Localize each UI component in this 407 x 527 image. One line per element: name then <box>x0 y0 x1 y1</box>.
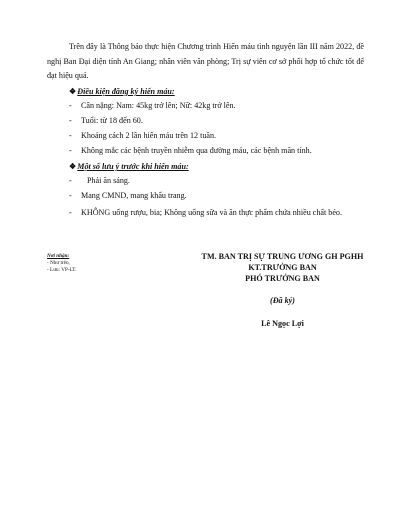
dash-marker: - <box>69 191 72 200</box>
recipient-item: - Như trên, <box>47 259 70 266</box>
notes-heading <box>69 161 189 171</box>
list-item <box>69 176 130 185</box>
signature-deputy: KT.TRƯỞNG BAN <box>248 263 317 272</box>
recipients-title: Nơi nhận: <box>47 253 70 259</box>
signer-name: Lê Ngọc Lợi <box>261 319 304 328</box>
notes-title: Một số lưu ý trước khi hiến máu: <box>77 162 189 171</box>
conditions-heading <box>69 86 175 96</box>
note-id-mask: Mang CMND, mang khẩu trang. <box>81 191 187 200</box>
list-item <box>69 191 187 200</box>
condition-weight: Cân nặng: Nam: 45kg trở lên; Nữ: 42kg trở lên. <box>81 101 236 110</box>
dash-marker: - <box>69 208 72 217</box>
dash-marker: - <box>69 131 72 140</box>
list-item <box>69 116 143 125</box>
dash-marker: - <box>69 146 72 155</box>
dash-marker: - <box>69 176 72 185</box>
conditions-title: Điều kiện đăng ký hiến máu: <box>77 87 175 96</box>
list-item <box>69 131 216 140</box>
recipient-item: - Lưu: VP-LT. <box>47 266 77 273</box>
condition-disease: Không mắc các bệnh truyền nhiễm qua đường máu, các bệnh mãn tính. <box>81 146 312 155</box>
condition-age: Tuổi: từ 18 đến 60. <box>81 116 143 125</box>
note-breakfast: Phải ăn sáng. <box>87 176 130 185</box>
condition-interval: Khoảng cách 2 lần hiến máu trên 12 tuần. <box>81 131 217 140</box>
signature-signed-note: (Đã ký) <box>270 296 295 305</box>
list-item <box>69 206 369 221</box>
diamond-bullet-icon: ❖ <box>69 87 77 96</box>
dash-marker: - <box>69 116 72 125</box>
intro-paragraph: Trên đây là Thông báo thực hiện Chương trình Hiến máu tình nguyện lần III năm 2022, đề nghị Ban Đại diện tỉnh An Giang; nhân viên văn phòng; Trị sự viên cơ sở phối hợp tổ chức tốt để đạt hiệu quả. <box>47 42 364 81</box>
note-no-alcohol: KHÔNG uống rượu, bia; Không uống sữa và ăn thực phẩm chứa nhiều chất béo. <box>81 208 342 217</box>
signature-position: PHÓ TRƯỞNG BAN <box>245 274 320 283</box>
dash-marker: - <box>69 101 72 110</box>
signature-org: TM. BAN TRỊ SỰ TRUNG ƯƠNG GH PGHH <box>201 252 364 261</box>
list-item <box>69 146 312 155</box>
list-item <box>69 101 236 110</box>
recipients-block <box>47 253 76 273</box>
diamond-bullet-icon: ❖ <box>69 162 77 171</box>
